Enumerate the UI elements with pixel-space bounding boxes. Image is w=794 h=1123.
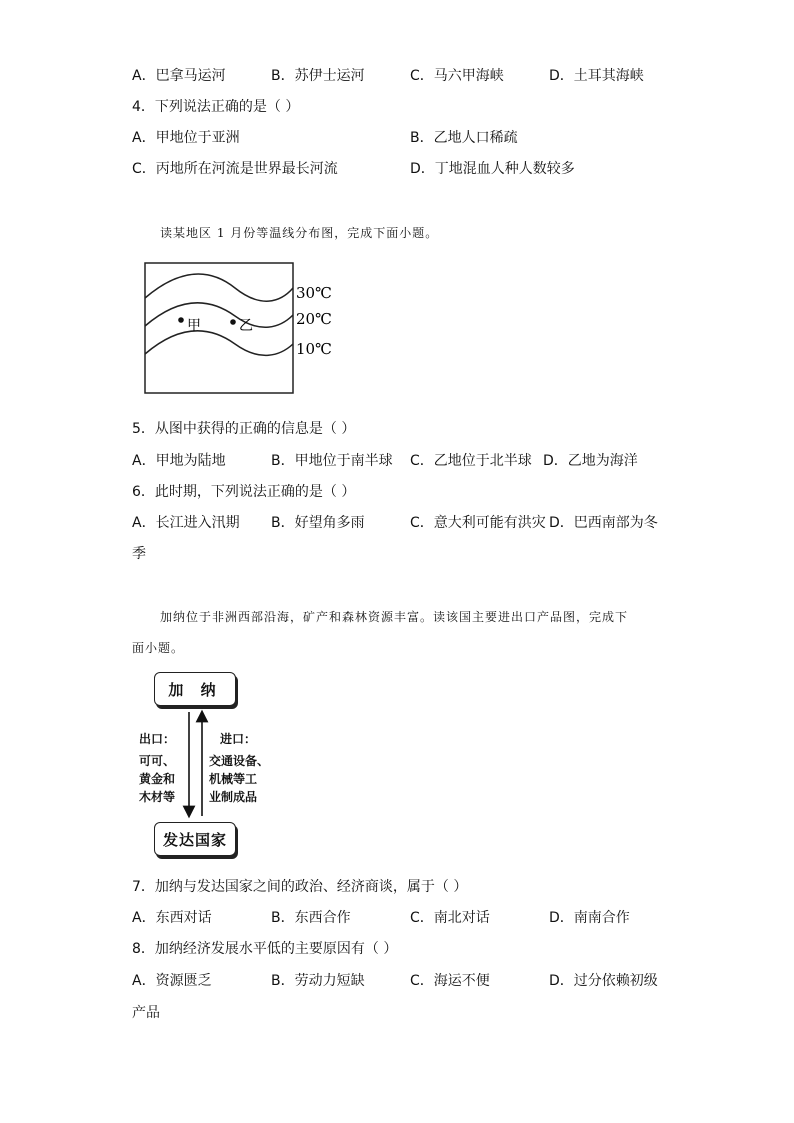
- ghana-intro-line2: 面小题。: [132, 641, 185, 655]
- q4-stem: 4．下列说法正确的是（ ）: [132, 99, 300, 115]
- isotherm-label-10: 10℃: [296, 340, 332, 358]
- ghana-box: [154, 672, 236, 706]
- developed-countries-label: 发达国家: [162, 830, 227, 849]
- isotherm-30: [145, 274, 293, 301]
- q6-option-d-wrap: 季: [132, 546, 146, 562]
- point-a-dot: [178, 317, 184, 323]
- export-item-2: 黄金和: [139, 772, 176, 786]
- q3-option-d: D．土耳其海峡: [549, 68, 644, 84]
- point-b-label: 乙: [239, 318, 253, 334]
- export-item-1: 可可、: [139, 754, 176, 768]
- q5-option-b: B．甲地位于南半球: [271, 453, 393, 469]
- q6-option-a: A．长江进入汛期: [132, 515, 240, 531]
- trade-arrows: [180, 708, 210, 820]
- q5-option-d: D．乙地为海洋: [543, 453, 638, 469]
- q5-option-c: C．乙地位于北半球: [410, 453, 532, 469]
- export-title: 出口：: [139, 732, 176, 746]
- isotherm-label-20: 20℃: [296, 310, 332, 328]
- q8-option-a: A．资源匮乏: [132, 973, 212, 989]
- q4-option-b: B．乙地人口稀疏: [410, 130, 518, 146]
- q3-option-a: A．巴拿马运河: [132, 68, 226, 84]
- q8-option-d: D．过分依赖初级: [549, 973, 658, 989]
- q6-option-c: C．意大利可能有洪灾: [410, 515, 546, 531]
- q6-stem: 6．此时期，下列说法正确的是（ ）: [132, 484, 356, 500]
- point-b-dot: [230, 319, 236, 325]
- q7-option-b: B．东西合作: [271, 910, 351, 926]
- q8-option-c: C．海运不便: [410, 973, 490, 989]
- q8-stem: 8．加纳经济发展水平低的主要原因有（ ）: [132, 941, 398, 957]
- isotherm-label-30: 30℃: [296, 284, 332, 302]
- q7-option-c: C．南北对话: [410, 910, 490, 926]
- q7-stem: 7．加纳与发达国家之间的政治、经济商谈，属于（ ）: [132, 879, 468, 895]
- ghana-box-label: 加 纳: [168, 680, 222, 699]
- isotherm-map: [140, 258, 340, 400]
- isotherm-10: [145, 331, 293, 355]
- developed-countries-box: [154, 822, 236, 856]
- q6-option-b: B．好望角多雨: [271, 515, 365, 531]
- import-item-2: 机械等工: [209, 772, 258, 786]
- export-item-3: 木材等: [139, 790, 176, 804]
- ghana-intro-line1: 加纳位于非洲西部沿海，矿产和森林资源丰富。读该国主要进出口产品图，完成下: [160, 610, 629, 624]
- isotherm-20: [145, 303, 293, 327]
- q8-option-b: B．劳动力短缺: [271, 973, 365, 989]
- isotherm-intro: 读某地区 1 月份等温线分布图，完成下面小题。: [160, 226, 439, 240]
- point-a-label: 甲: [187, 318, 201, 334]
- q4-option-d: D．丁地混血人种人数较多: [410, 161, 575, 177]
- import-item-1: 交通设备、: [209, 754, 270, 768]
- q7-option-a: A．东西对话: [132, 910, 212, 926]
- q6-option-d: D．巴西南部为冬: [549, 515, 658, 531]
- q8-option-d-wrap: 产品: [132, 1005, 160, 1021]
- q4-option-c: C．丙地所在河流是世界最长河流: [132, 161, 338, 177]
- q5-stem: 5．从图中获得的正确的信息是（ ）: [132, 421, 356, 437]
- q3-option-b: B．苏伊士运河: [271, 68, 365, 84]
- q4-option-a: A．甲地位于亚洲: [132, 130, 240, 146]
- import-item-3: 业制成品: [209, 790, 258, 804]
- q3-option-c: C．马六甲海峡: [410, 68, 504, 84]
- q5-option-a: A．甲地为陆地: [132, 453, 226, 469]
- import-title: 进口：: [220, 732, 257, 746]
- q7-option-d: D．南南合作: [549, 910, 630, 926]
